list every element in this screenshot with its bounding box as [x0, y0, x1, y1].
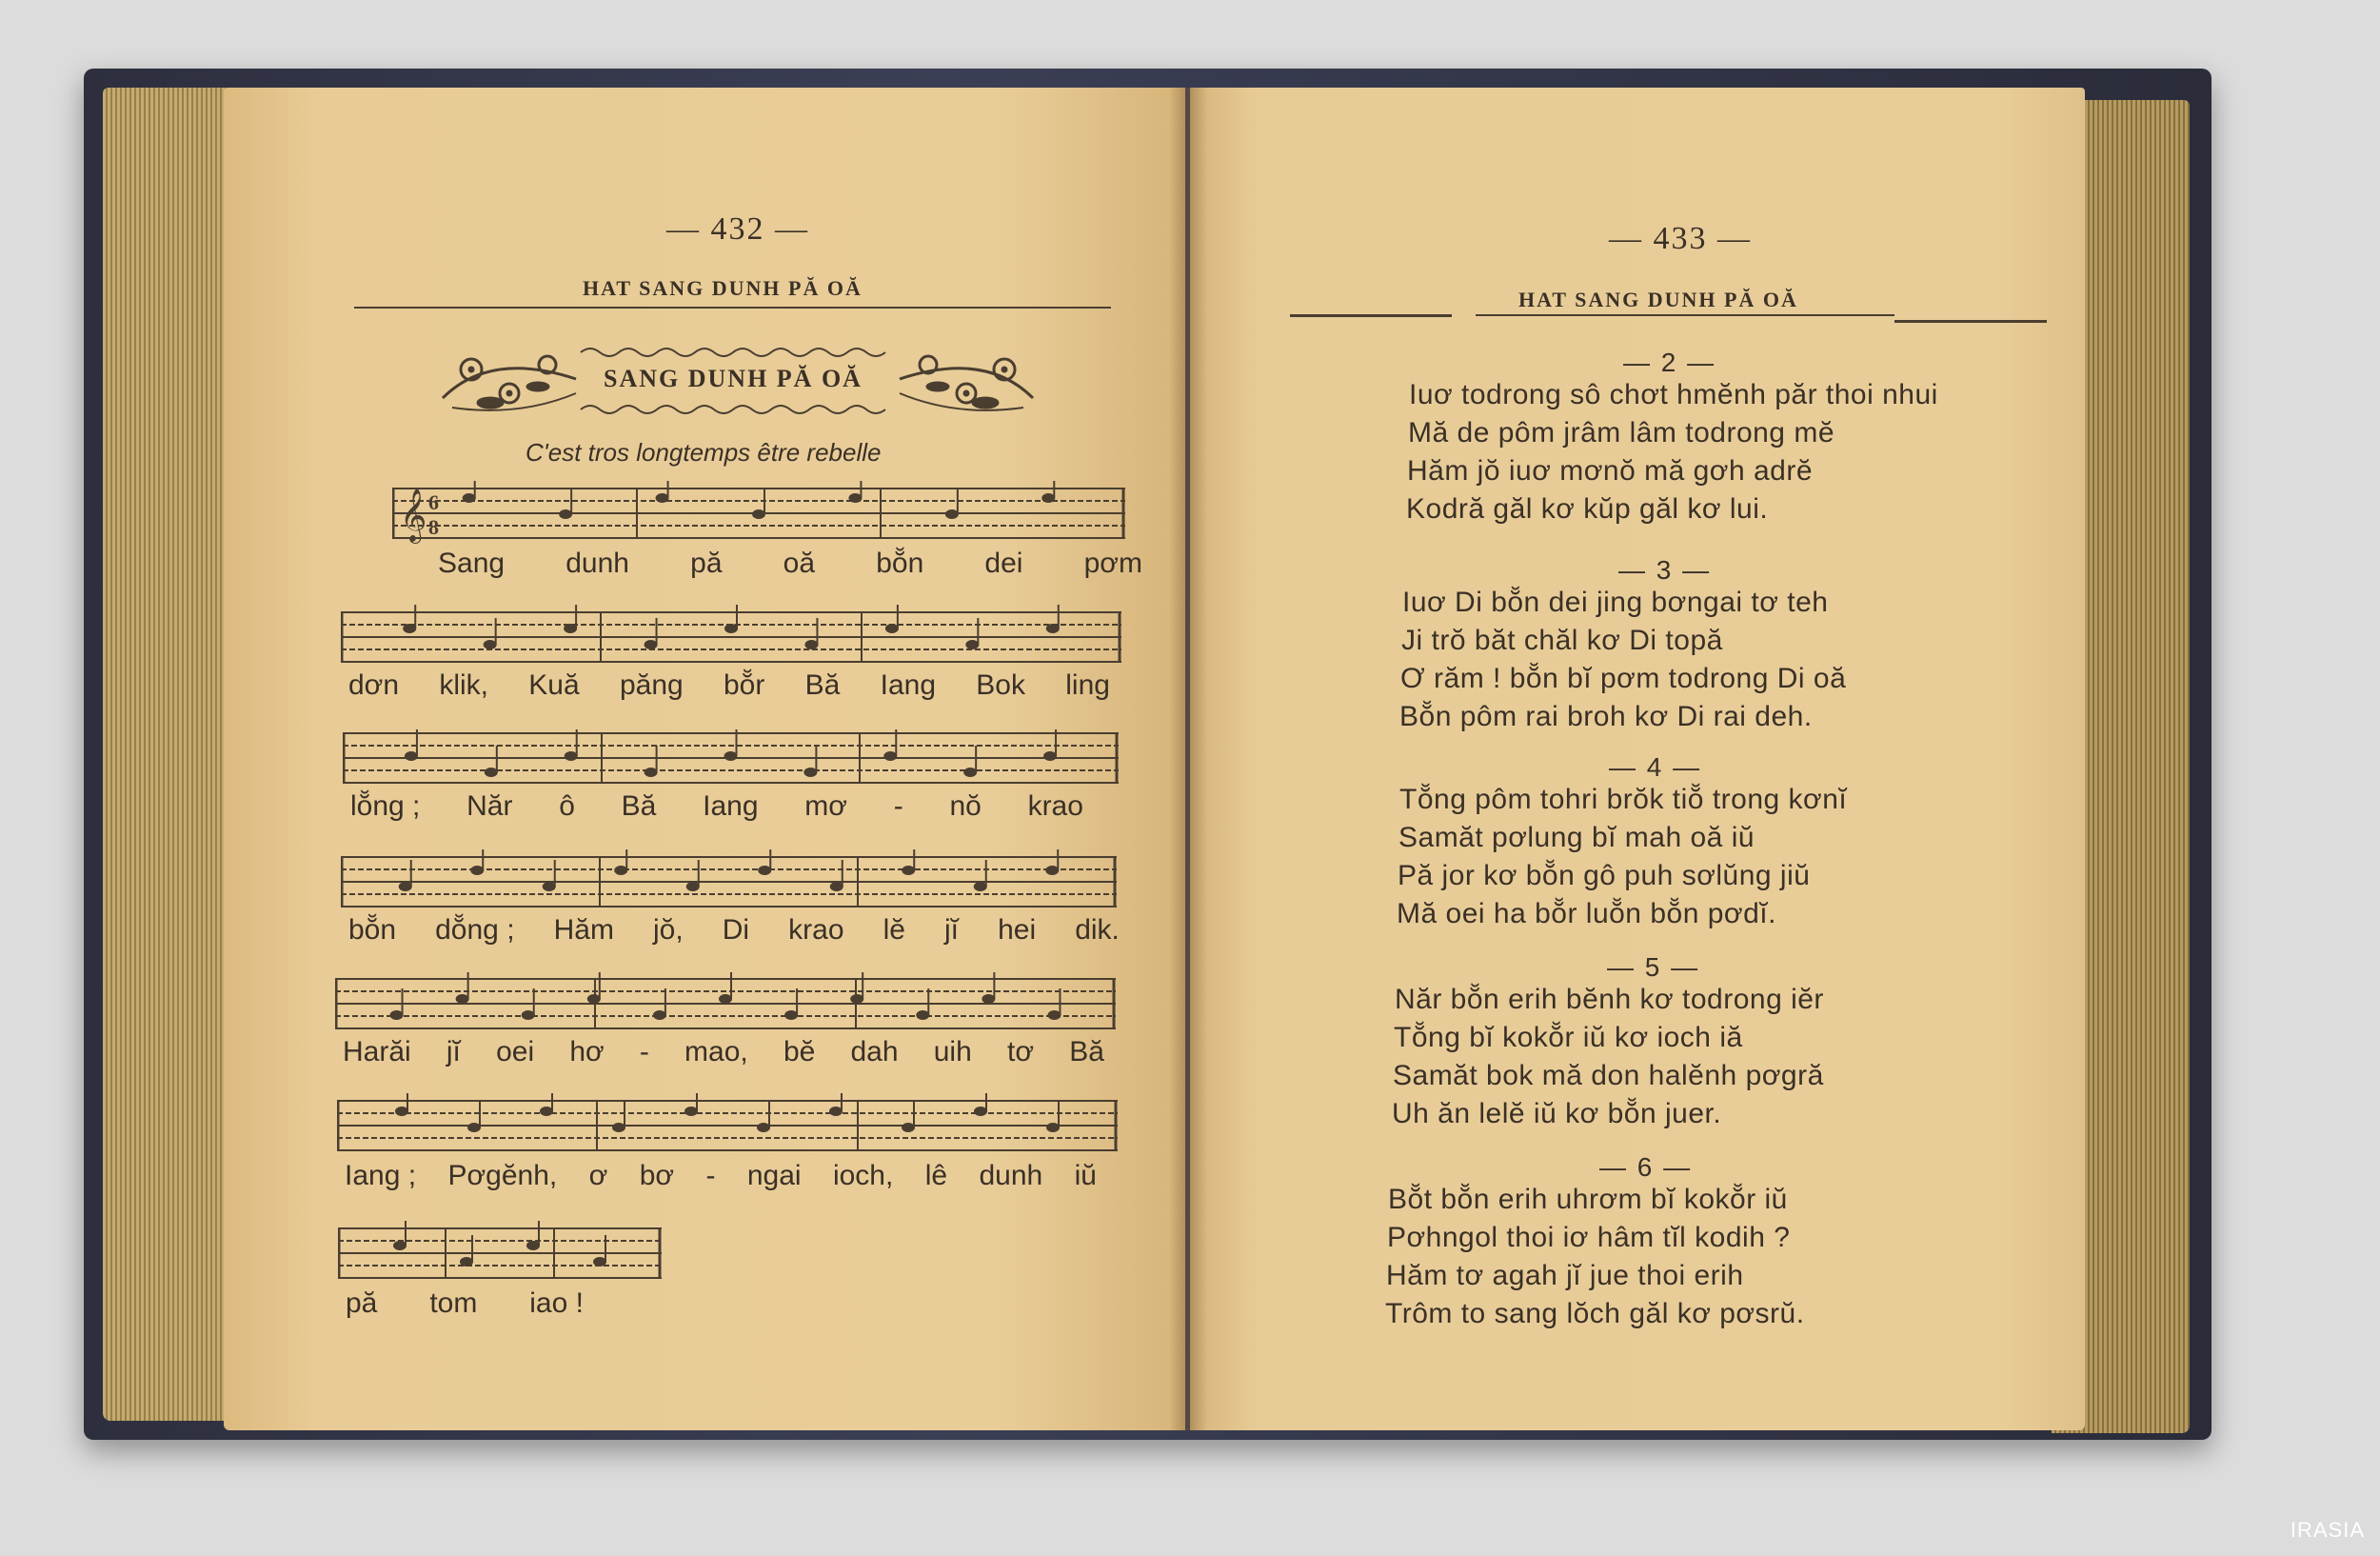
note-head [456, 994, 469, 1004]
lyric-word: bĕ [783, 1036, 816, 1067]
music-staff [337, 1093, 1118, 1160]
note-head [645, 640, 658, 649]
note-head [463, 493, 476, 503]
svg-text:8: 8 [428, 515, 439, 539]
note-head [614, 866, 627, 875]
note-head [467, 1123, 481, 1132]
note-head [883, 751, 897, 761]
lyric-word: krao [788, 914, 844, 946]
verse-number: — 6 — [1599, 1152, 1693, 1182]
verse-number: — 5 — [1607, 952, 1700, 982]
lyric-line [343, 1036, 1104, 1068]
note-head [902, 1123, 915, 1132]
note-head [724, 624, 738, 633]
verse-number: — 2 — [1623, 348, 1716, 377]
lyric-word: dunh [979, 1160, 1043, 1191]
note-head [719, 994, 732, 1004]
lyric-word: Năr [466, 790, 513, 822]
note-head [963, 768, 977, 777]
lyric-word: Di [722, 914, 750, 946]
note-head [784, 1010, 798, 1020]
note-head [1046, 624, 1060, 633]
left-page-number: — 432 — [666, 211, 809, 247]
right-header-rule-right [1894, 320, 2047, 323]
lyric-word: - [639, 1036, 649, 1067]
note-head [612, 1123, 625, 1132]
note-head [522, 1010, 535, 1020]
note-head [405, 751, 418, 761]
note-head [830, 882, 843, 891]
lyric-word: Sang [438, 548, 506, 579]
note-head [1045, 866, 1059, 875]
verse-line: Ơ răm ! bŏ̆n bĭ pơm todrong Di oă [1400, 663, 1847, 694]
note-head [399, 882, 412, 891]
note-head [587, 994, 601, 1004]
lyric-word: tom [429, 1287, 478, 1319]
lyric-word: dei [984, 548, 1023, 579]
lyric-word: ioch, [832, 1160, 894, 1191]
note-head [395, 1107, 408, 1116]
song-subtitle: C'est tros longtemps être rebelle [526, 438, 882, 467]
note-head [945, 509, 959, 519]
lyric-word: iŭ [1074, 1160, 1097, 1191]
svg-text:6: 6 [428, 490, 439, 514]
lyric-word: uih [933, 1036, 972, 1067]
book-gutter [1169, 88, 1207, 1430]
lyric-word: iao ! [529, 1287, 584, 1319]
lyric-word: jĭ [944, 914, 960, 946]
note-head [485, 768, 498, 777]
note-head [902, 866, 915, 875]
lyric-word: oei [496, 1036, 535, 1067]
right-running-header: HAT SANG DUNH PĂ OĂ [1518, 288, 1798, 311]
lyric-word: bŏ̆n [348, 914, 397, 946]
lyric-word: hơ [569, 1036, 605, 1067]
note-head [390, 1010, 404, 1020]
lyric-word: bơ [639, 1160, 675, 1191]
lyric-word: oă [783, 548, 816, 579]
lyric-word: dik. [1075, 914, 1120, 946]
lyric-line [346, 1287, 584, 1320]
note-head [686, 882, 700, 891]
note-head [803, 768, 817, 777]
left-header-rule [354, 307, 1111, 309]
verse-line: Samăt pơlung bĭ mah oă iŭ [1398, 822, 1755, 853]
note-head [540, 1107, 553, 1116]
verse-line: Tŏ̆ng bĭ kokŏ̆r iŭ kơ ioch iă [1394, 1022, 1743, 1053]
lyric-word: jŏ, [653, 914, 684, 946]
lyric-word: Kuă [528, 669, 580, 701]
lyric-word: ngai [746, 1160, 802, 1191]
lyric-word: Iang ; [345, 1160, 417, 1191]
verse-line: Năr bŏ̆n erih bĕnh kơ todrong iĕr [1395, 984, 1824, 1015]
note-head [1041, 493, 1055, 503]
note-head [1046, 1123, 1060, 1132]
lyric-word: Pơgĕnh, [447, 1160, 558, 1191]
right-header-rule-mid [1476, 314, 1894, 316]
lyric-word: mao, [684, 1036, 748, 1067]
verse-line: Pă jor kơ bŏ̆n gô puh sơlŭng jiŭ [1398, 860, 1811, 891]
verse-line: Kodră găl kơ kŭp găl kơ lui. [1406, 493, 1769, 525]
lyric-word: Bok [976, 669, 1025, 701]
note-head [885, 624, 899, 633]
lyric-word: nŏ [949, 790, 982, 822]
verse-line: Mă oei ha bŏ̆r luŏ̆n bŏ̆n pơdĭ. [1397, 898, 1776, 929]
note-head [804, 640, 818, 649]
note-head [974, 882, 987, 891]
note-head [484, 640, 497, 649]
verse-line: Ji trŏ băt chăl kơ Di topă [1401, 625, 1723, 656]
right-header-rule-left [1290, 314, 1452, 317]
note-head [1047, 1010, 1061, 1020]
note-head [645, 768, 658, 777]
verse-line: Bŏ̆t bŏ̆n erih uhrơm bĭ kokŏ̆r iŭ [1388, 1184, 1788, 1215]
verse-line: Tŏ̆ng pôm tohri brŏk tiŏ̆ trong kơnĭ [1399, 784, 1848, 815]
lyric-word: pă [690, 548, 723, 579]
lyric-word: Hăm [553, 914, 614, 946]
lyric-word: tơ [1006, 1036, 1034, 1067]
lyric-word: Bă [1069, 1036, 1104, 1067]
music-staff [341, 849, 1117, 916]
note-head [848, 493, 862, 503]
note-head [543, 882, 556, 891]
verse-line: Bŏ̆n pôm rai broh kơ Di rai deh. [1399, 701, 1813, 732]
lyric-word: lê [924, 1160, 948, 1191]
lyric-word: Harăi [343, 1036, 411, 1067]
verse-line: Pơhngol thoi iơ hâm tĭl kodih ? [1387, 1222, 1791, 1253]
note-head [403, 624, 416, 633]
music-staff [392, 481, 1125, 548]
lyric-word: dơn [348, 669, 400, 701]
lyric-word: lĕ [883, 914, 905, 946]
music-staff [341, 605, 1121, 671]
lyric-word: klik, [439, 669, 488, 701]
note-head [829, 1107, 843, 1116]
verse-line: Uh ăn lelĕ iŭ kơ bŏ̆n juer. [1392, 1098, 1722, 1129]
verse-line: Trôm to sang lŏch găl kơ pơsrŭ. [1385, 1298, 1805, 1329]
lyric-word: hei [998, 914, 1037, 946]
music-staff [335, 971, 1116, 1038]
lyric-word: krao [1027, 790, 1083, 822]
note-head [684, 1107, 698, 1116]
music-staff [343, 726, 1119, 792]
note-head [724, 751, 738, 761]
note-head [752, 509, 765, 519]
verse-line: Hăm tơ agah jĭ jue thoi erih [1386, 1260, 1744, 1291]
music-staff [338, 1221, 662, 1287]
lyric-word: dunh [565, 548, 629, 579]
verse-line: Iuơ Di bŏ̆n dei jing bơngai tơ teh [1402, 587, 1829, 618]
lyric-word: dŏ̆ng ; [435, 914, 515, 946]
lyric-word: bŏ̆n [876, 548, 924, 579]
song-title: SANG DUNH PĂ OĂ [604, 365, 863, 392]
lyric-line [345, 1160, 1097, 1192]
lyric-word: - [705, 1160, 716, 1191]
treble-clef-icon: 𝄞 [400, 489, 427, 542]
lyric-word: pơm [1083, 548, 1142, 579]
verse-line: Mă de pôm jrâm lâm todrong mĕ [1408, 417, 1835, 449]
note-head [982, 994, 995, 1004]
note-head [974, 1107, 987, 1116]
lyric-word: bŏ̆r [723, 669, 765, 701]
lyric-word: lŏ̆ng ; [350, 790, 421, 822]
verse-line: Hăm jŏ iuơ mơnŏ mă gơh adrĕ [1407, 455, 1814, 487]
lyric-word: ơ [588, 1160, 608, 1191]
note-head [460, 1257, 473, 1267]
lyric-word: păng [619, 669, 684, 701]
lyric-word: Bă [804, 669, 841, 701]
lyric-word: Iang [880, 669, 936, 701]
song-title-ornament [433, 341, 1033, 422]
note-head [1043, 751, 1057, 761]
lyric-line [438, 548, 1142, 580]
lyric-line [348, 669, 1110, 702]
note-head [564, 624, 577, 633]
note-head [559, 509, 572, 519]
lyric-word: mơ [804, 790, 847, 822]
note-head [393, 1241, 407, 1250]
lyric-word: ling [1065, 669, 1110, 701]
verse-number: — 3 — [1618, 555, 1712, 585]
note-head [653, 1010, 666, 1020]
note-head [565, 751, 578, 761]
note-head [916, 1010, 929, 1020]
watermark: IRASIA [2290, 1518, 2365, 1542]
note-head [593, 1257, 606, 1267]
lyric-word: jĭ [446, 1036, 461, 1067]
lyric-line [348, 914, 1120, 947]
lyric-word: - [893, 790, 903, 822]
note-head [656, 493, 669, 503]
verse-line: Iuơ todrong sô chơt hmĕnh păr thoi nhui [1409, 379, 1938, 410]
left-running-header: HAT SANG DUNH PĂ OĂ [583, 276, 863, 300]
note-head [850, 994, 863, 1004]
verse-number: — 4 — [1609, 752, 1702, 782]
note-head [758, 866, 771, 875]
note-head [526, 1241, 540, 1250]
lyric-line [350, 790, 1083, 823]
lyric-word: Iang [703, 790, 759, 822]
lyric-word: Bă [621, 790, 657, 822]
verse-line: Samăt bok mă don halĕnh pơgră [1393, 1060, 1824, 1091]
lyric-word: dah [850, 1036, 899, 1067]
note-head [470, 866, 484, 875]
lyric-word: ô [559, 790, 575, 822]
note-head [965, 640, 979, 649]
right-page-number: — 433 — [1609, 221, 1752, 256]
note-head [757, 1123, 770, 1132]
lyric-word: pă [346, 1287, 378, 1319]
